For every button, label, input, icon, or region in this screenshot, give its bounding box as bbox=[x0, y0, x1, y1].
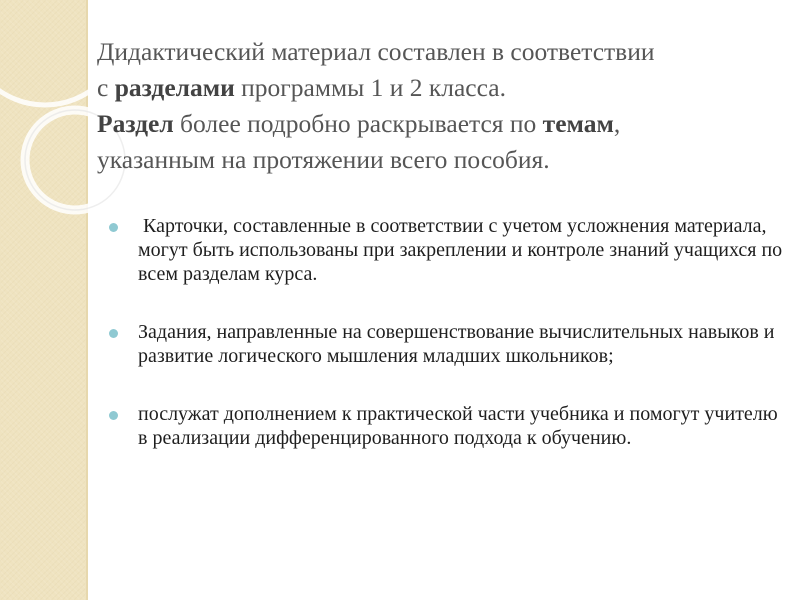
title-line-1: Дидактический материал составлен в соответствии bbox=[97, 37, 655, 66]
title-line-2-bold: разделами bbox=[114, 73, 235, 102]
bullet-text: послужат дополнением к практической части учебника и помогут учителю в реализации дифференцированного подхода к обучению. bbox=[138, 403, 778, 449]
bullet-dot-icon bbox=[109, 411, 118, 420]
bullet-item bbox=[104, 214, 788, 286]
bullet-list bbox=[104, 214, 788, 484]
bullet-text: Карточки, составленные в соответствии с учетом усложнения материала, могут быть использованы при закреплении и контроле знаний учащихся по всем разделам курса. bbox=[138, 215, 788, 285]
bullet-dot-icon bbox=[109, 223, 118, 232]
bullet-text: Задания, направленные на совершенствование вычислительных навыков и развитие логического мышления младших школьников; bbox=[138, 321, 775, 367]
bullet-dot-icon bbox=[109, 329, 118, 338]
title-line-3-bold-1: Раздел bbox=[97, 109, 174, 138]
title-line-2-post: программы 1 и 2 класса. bbox=[234, 73, 506, 102]
title-line-3-mid: более подробно раскрывается по bbox=[173, 109, 543, 138]
bullet-item bbox=[104, 402, 784, 450]
slide-title bbox=[97, 34, 787, 178]
title-line-2-pre: с bbox=[97, 73, 115, 102]
title-line-3-bold-2: темам bbox=[542, 109, 614, 138]
title-line-3-post: , bbox=[613, 109, 621, 138]
title-line-4: указанным на протяжении всего пособия. bbox=[97, 145, 550, 174]
bullet-item bbox=[104, 320, 784, 368]
